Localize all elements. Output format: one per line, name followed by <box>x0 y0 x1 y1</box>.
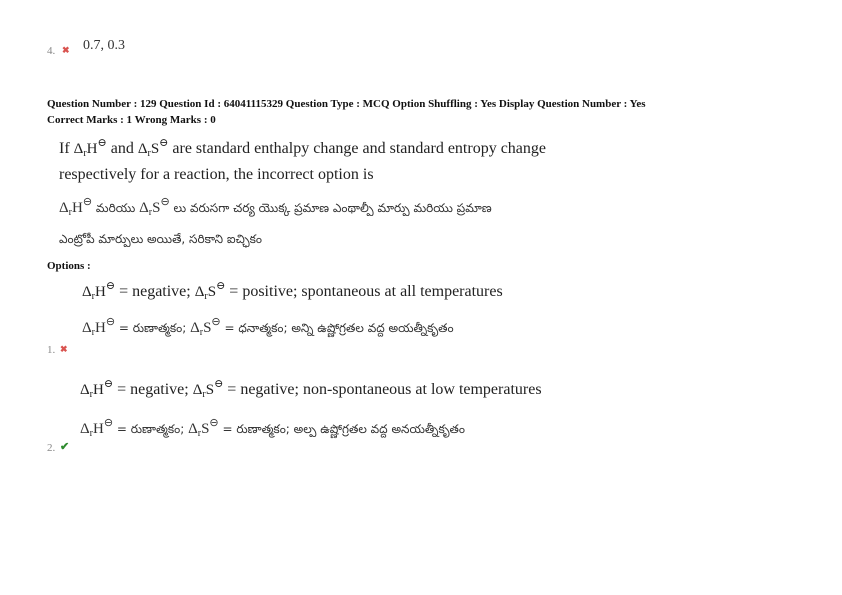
enthalpy-symbol: $\Delta_rH^⊖$ <box>73 137 107 159</box>
entropy-symbol: $\Delta_rS^⊖$ <box>137 137 169 159</box>
question-text-en-line2: respectively for a reaction, the incorrect option is <box>59 166 374 183</box>
check-icon: ✔ <box>60 441 70 453</box>
question-text-te-line2: ఎంట్రోపీ మార్పులు అయితే, సరికాని ఐచ్ఛికం <box>59 232 262 246</box>
option-2-number: 2. <box>47 442 56 454</box>
cross-icon: ✖ <box>60 344 68 354</box>
option-2-te: $\Delta_rH^⊖$ = రుణాత్మకం; $\Delta_rS^⊖$ = రుణాత్మకం; అల్ప ఉష్ణోగ్రతల వద్ద అనయత్నీకృతం <box>80 417 465 439</box>
question-text-te-line1: $\Delta_rH^⊖$ మరియు $\Delta_rS^⊖$ లు వరుసగా చర్య యొక్క ప్రమాణ ఎంథాల్పీ మార్పు మరియు ప్రమాణ <box>59 196 492 218</box>
cross-icon: ✖ <box>62 45 70 55</box>
option-1-te: $\Delta_rH^⊖$ = రుణాత్మకం; $\Delta_rS^⊖$ = ధనాత్మకం; అన్ని ఉష్ణోగ్రతల వద్ద అయత్నీకృతం <box>82 316 454 338</box>
previous-answer-value: 0.7, 0.3 <box>83 38 125 53</box>
enthalpy-symbol-te: $\Delta_rH^⊖$ <box>59 196 93 218</box>
options-label: Options : <box>47 260 91 272</box>
entropy-symbol-te: $\Delta_rS^⊖$ <box>139 196 170 218</box>
option-1-en: $\Delta_rH^⊖$ = negative; $\Delta_rS^⊖$ = positive; spontaneous at all temperatures <box>82 280 503 302</box>
question-text-en-line1: If $\Delta_rH^⊖$ and $\Delta_rS^⊖$ are standard enthalpy change and standard entropy change <box>59 137 547 159</box>
option-1-number: 1. <box>47 344 56 356</box>
option-2-en: $\Delta_rH^⊖$ = negative; $\Delta_rS^⊖$ = negative; non-spontaneous at low temperatures <box>80 378 542 400</box>
previous-question-number: 4. <box>47 45 56 57</box>
question-meta: Question Number : 129 Question Id : 64041115329 Question Type : MCQ Option Shuffling : Yes Display Question Number : Yes <box>47 98 646 110</box>
marks-meta: Correct Marks : 1 Wrong Marks : 0 <box>47 114 216 126</box>
